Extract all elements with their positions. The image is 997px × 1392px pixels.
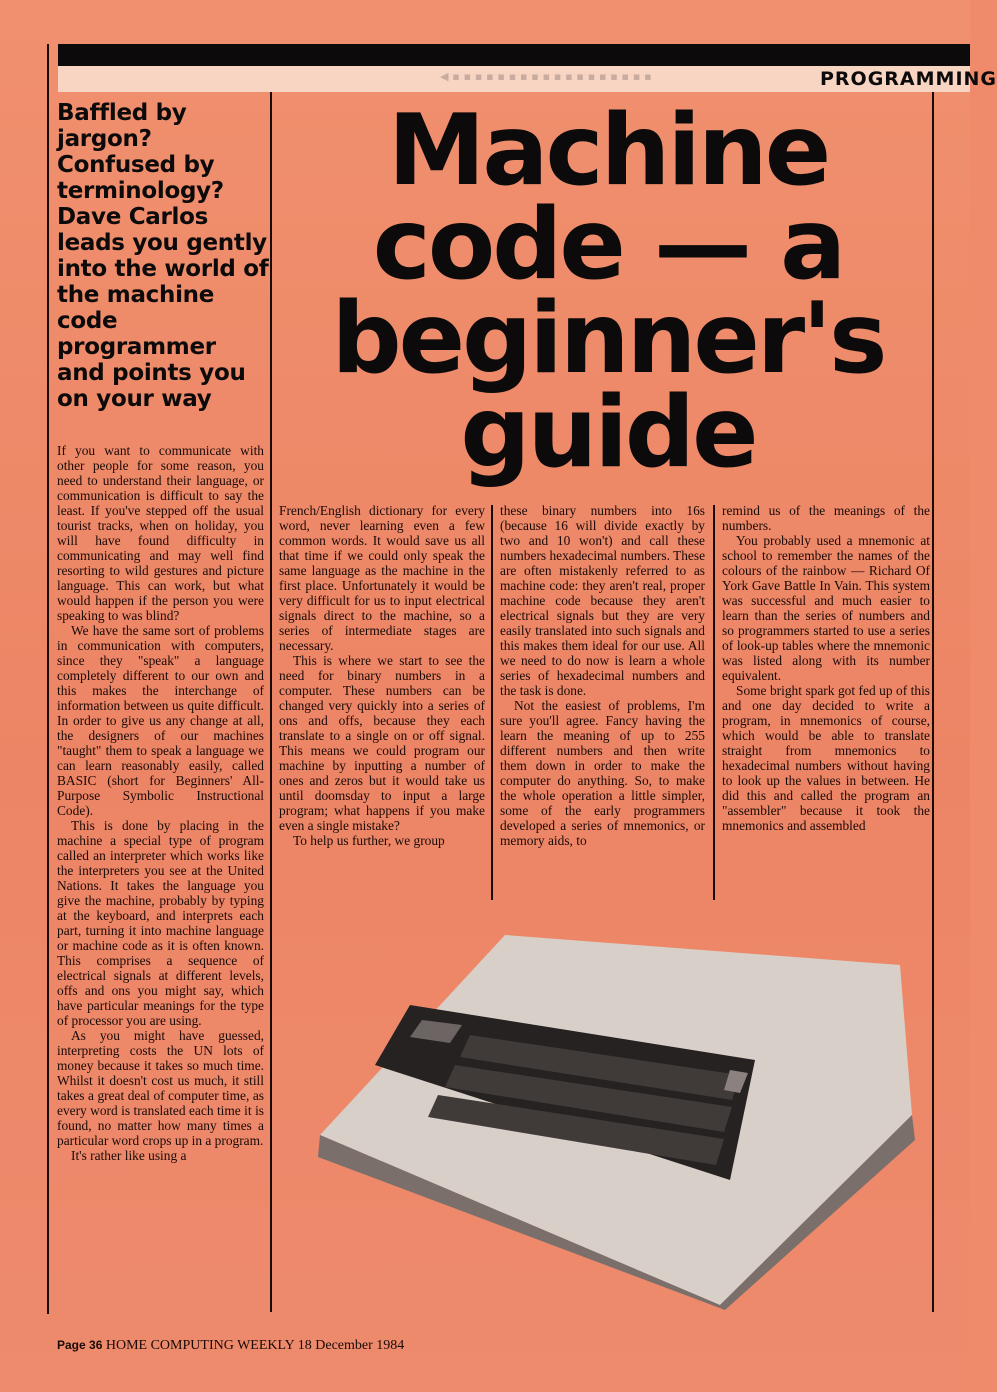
headline xyxy=(282,94,934,490)
computer-photo xyxy=(300,925,920,1315)
paragraph: You probably used a mnemonic at school to remember the names of the colours of the rainbow — Richard Of York Gave Battle In Vain. This system was successful and much easier to learn than the series of numbers and so programmers started to use a series of look-up tables where the mnemonic was listed along with its number equivalent. xyxy=(722,533,930,683)
column-rule-1 xyxy=(270,92,272,1312)
standfirst: Baffled by jargon? Confused by terminology? Dave Carlos leads you gently into the world of the machine code programmer and points you on your way xyxy=(57,100,269,412)
footer xyxy=(57,1338,404,1354)
publication-line: HOME COMPUTING WEEKLY 18 December 1984 xyxy=(105,1338,405,1353)
page-number: Page 36 xyxy=(57,1338,103,1352)
article-column-4 xyxy=(722,503,930,833)
headline-line: beginner's xyxy=(331,282,885,396)
article-column-3 xyxy=(500,503,705,848)
paragraph: If you want to communicate with other people for some reason, you need to understand their language, or communication is difficult to say the least. If you've stepped off the usual tourist tracks, when on holiday, you will have found difficulty in communicating and may well find resorting to wild gestures and picture language. This can work, but what would happen if the person you were speaking to was blind? xyxy=(57,443,264,623)
headline-line: code — a xyxy=(372,188,844,302)
paragraph: To help us further, we group xyxy=(293,833,445,848)
paragraph: Not the easiest of problems, I'm sure you'll agree. Fancy having the learn the meaning of up to 255 different numbers and then write them down in order to make the computer do anything. So, to make the whole operation a little simpler, some of the early programmers developed a series of mnemonics, or memory aids, to xyxy=(500,698,705,848)
paragraph: This is done by placing in the machine a special type of program called an interpreter which works like the interpreters you see at the United Nations. It takes the language you give the machine, probably by typing at the keyboard, and interprets each part, turning it into machine language or machine code as it is often known. This comprises a sequence of electrical signals at different levels, offs and ons you might say, which have particular meanings for the type of processor you are using. xyxy=(57,818,264,1028)
paragraph: This is where we start to see the need for binary numbers in a computer. These numbers can be changed very quickly into a series of ons and offs, because they each translate to a single on or off signal. This means we could program our machine by inputting a number of ones and zeros but it would take us until doomsday to input a large program; what happens if you make even a single mistake? xyxy=(279,653,485,833)
column-rule-3 xyxy=(713,505,715,900)
paragraph: remind us of the meanings of the numbers. xyxy=(722,503,930,533)
section-label: PROGRAMMING xyxy=(820,68,997,90)
paragraph: Some bright spark got fed up of this and one day decided to write a program, in mnemonics of course, which would be able to translate straight from mnemonics to hexadecimal numbers without having to look up the values in between. He did this and called the program an "assembler" because it took the mnemonics and assembled xyxy=(722,683,930,833)
paragraph: We have the same sort of problems in communication with computers, since they "speak" a language completely different to our own and this makes the interchange of information between us quite difficult. In order to give us any change at all, the designers of our machines "taught" them to speak a language we can learn reasonably easily, called BASIC (short for Beginners' All-Purpose Symbolic Instructional Code). xyxy=(57,623,264,818)
article-column-2 xyxy=(279,503,485,848)
column-rule-2 xyxy=(491,505,493,900)
paragraph: French/English dictionary for every word, never learning even a few common words. It would save us all that time if we could only speak the same language as the machine in the first place. Unfortunately it would be very difficult for us to input electrical signals direct to the machine, so a series of intermediate stages are necessary. xyxy=(279,503,485,653)
paragraph: As you might have guessed, interpreting costs the UN lots of money because it takes so much time. Whilst it doesn't cost us much, it still takes a great deal of computer time, as every word is translated each time it is found, no matter how many times a particular word crops up in a program. xyxy=(57,1028,264,1148)
headline-line: guide xyxy=(460,376,756,490)
headline-line: Machine xyxy=(387,94,829,208)
left-margin-rule xyxy=(47,44,49,1314)
paragraph: It's rather like using a xyxy=(71,1148,187,1163)
header-black-bar xyxy=(58,44,970,66)
paragraph: these binary numbers into 16s (because 16 will divide exactly by two and 10 won't) and call these numbers hexadecimal numbers. These are often mistakenly referred to as machine code: they aren't real, proper machine code because they aren't electrical signals but they are very easily translated into such signals and this makes them ideal for our use. All we need to do now is learn a whole series of hexadecimal numbers and the task is done. xyxy=(500,503,706,698)
header-ghost-text: ◀ ▪ ▪ ▪ ▪ ▪ ▪ ▪ ▪ ▪ ▪ ▪ ▪ ▪ ▪ ▪ ▪ ▪ ▪ xyxy=(440,70,652,83)
article-column-1 xyxy=(57,443,264,1163)
